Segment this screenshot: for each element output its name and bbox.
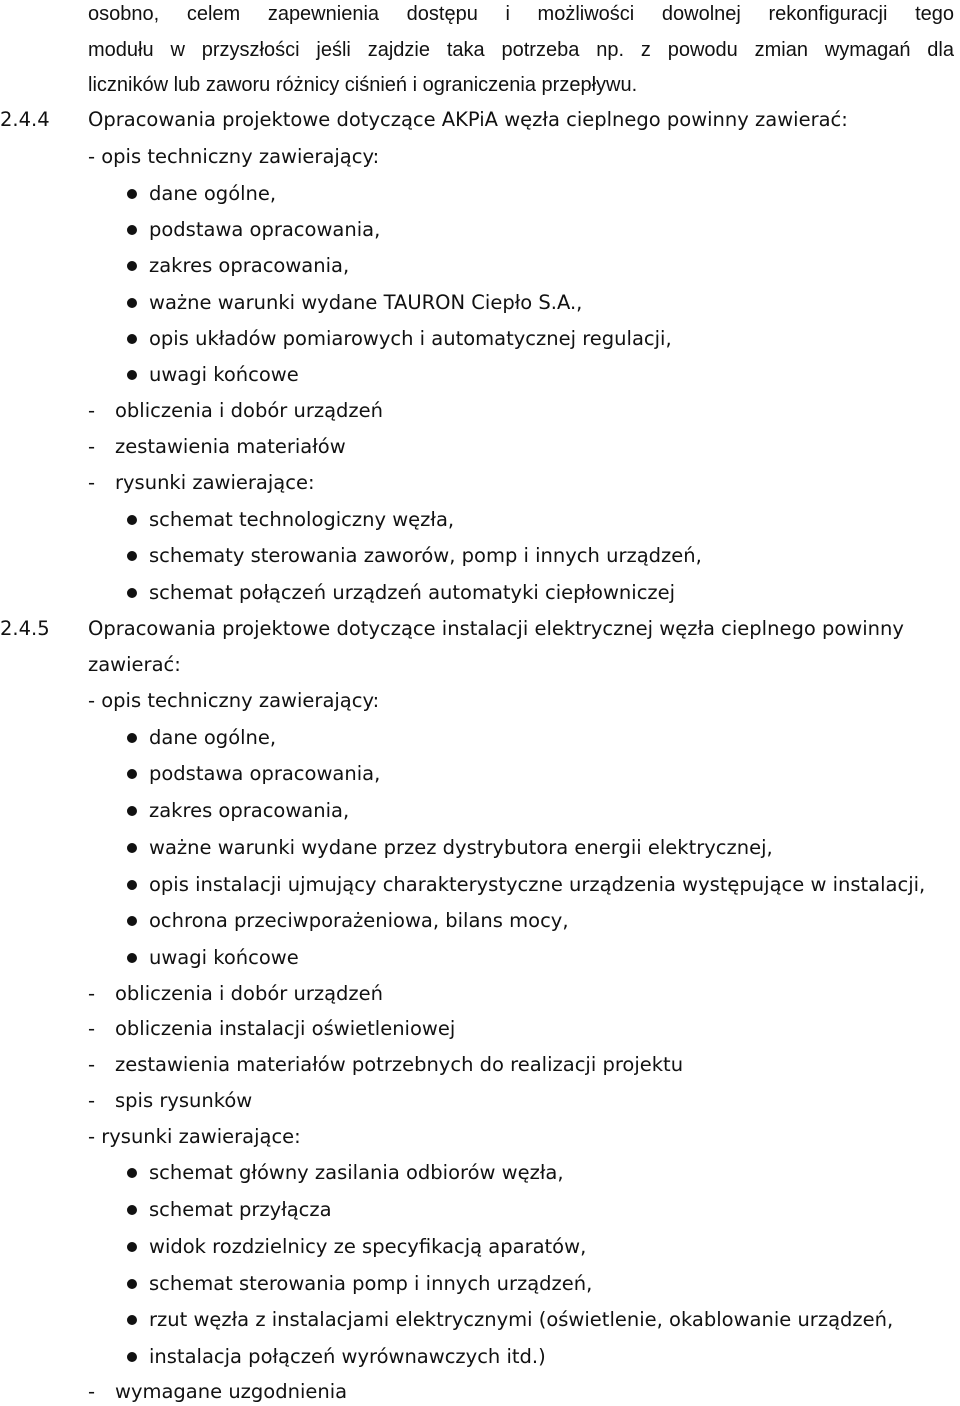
section-number: 2.4.4 (0, 108, 50, 131)
bullet-item: uwagi końcowe (149, 363, 299, 386)
bullet-item: schematy sterowania zaworów, pomp i innych urządzeń, (149, 544, 702, 567)
rysunki-label: - rysunki zawierające: (88, 1125, 301, 1148)
bullet-item: podstawa opracowania, (149, 218, 381, 241)
section-heading: Opracowania projektowe dotyczące AKPiA węzła cieplnego powinny zawierać: (88, 108, 848, 131)
bullet-item: ochrona przeciwporażeniowa, bilans mocy, (149, 909, 569, 932)
bullet-item: ważne warunki wydane przez dystrybutora energii elektrycznej, (149, 836, 773, 859)
dash-item-obliczenia: - obliczenia i dobór urządzeń (88, 399, 384, 422)
intro-line-1: osobno, celem zapewnienia dostępu i możliwości dowolnej rekonfiguracji tego (88, 3, 954, 25)
intro-line-2: modułu w przyszłości jeśli zajdzie taka potrzeba np. z powodu zmian wymagań dla (88, 39, 954, 61)
intro-line-3: liczników lub zaworu różnicy ciśnień i ograniczenia przepływu. (88, 74, 638, 96)
bullet-item: zakres opracowania, (149, 254, 350, 277)
bullet-item: schemat technologiczny węzła, (149, 508, 455, 531)
dash-item-rysunki: - rysunki zawierające: (88, 471, 315, 494)
dash-item-uzgodnienia: - wymagane uzgodnienia (88, 1380, 348, 1403)
bullet-item: podstawa opracowania, (149, 762, 381, 785)
bullet-item: opis instalacji ujmujący charakterystyczne urządzenia występujące w instalacji, (149, 873, 926, 896)
bullet-item: zakres opracowania, (149, 799, 350, 822)
bullet-item: schemat połączeń urządzeń automatyki ciepłowniczej (149, 581, 676, 604)
opis-techniczny-label: - opis techniczny zawierający: (88, 145, 380, 168)
section-number: 2.4.5 (0, 617, 50, 640)
bullet-item: rzut węzła z instalacjami elektrycznymi (oświetlenie, okablowanie urządzeń, (149, 1308, 894, 1331)
bullet-item: uwagi końcowe (149, 946, 299, 969)
section-heading-continued: zawierać: (88, 653, 181, 676)
bullet-item: opis układów pomiarowych i automatycznej regulacji, (149, 327, 672, 350)
bullet-item: instalacja połączeń wyrównawczych itd.) (149, 1345, 546, 1368)
dash-item-spis-rysunkow: - spis rysunków (88, 1089, 253, 1112)
dash-item-zestawienia: - zestawienia materiałów potrzebnych do realizacji projektu (88, 1053, 684, 1076)
bullet-item: schemat główny zasilania odbiorów węzła, (149, 1161, 564, 1184)
section-heading: Opracowania projektowe dotyczące instalacji elektrycznej węzła cieplnego powinny (88, 617, 904, 640)
dash-item-obliczenia-oswietleniowej: - obliczenia instalacji oświetleniowej (88, 1017, 456, 1040)
dash-item-zestawienia: - zestawienia materiałów (88, 435, 346, 458)
bullet-item: widok rozdzielnicy ze specyfikacją aparatów, (149, 1235, 587, 1258)
bullet-item: ważne warunki wydane TAURON Ciepło S.A., (149, 291, 583, 314)
opis-techniczny-label: - opis techniczny zawierający: (88, 689, 380, 712)
bullet-item: dane ogólne, (149, 726, 277, 749)
bullet-item: schemat sterowania pomp i innych urządzeń, (149, 1272, 593, 1295)
bullet-item: schemat przyłącza (149, 1198, 332, 1221)
dash-item-obliczenia: - obliczenia i dobór urządzeń (88, 982, 384, 1005)
bullet-item: dane ogólne, (149, 182, 277, 205)
